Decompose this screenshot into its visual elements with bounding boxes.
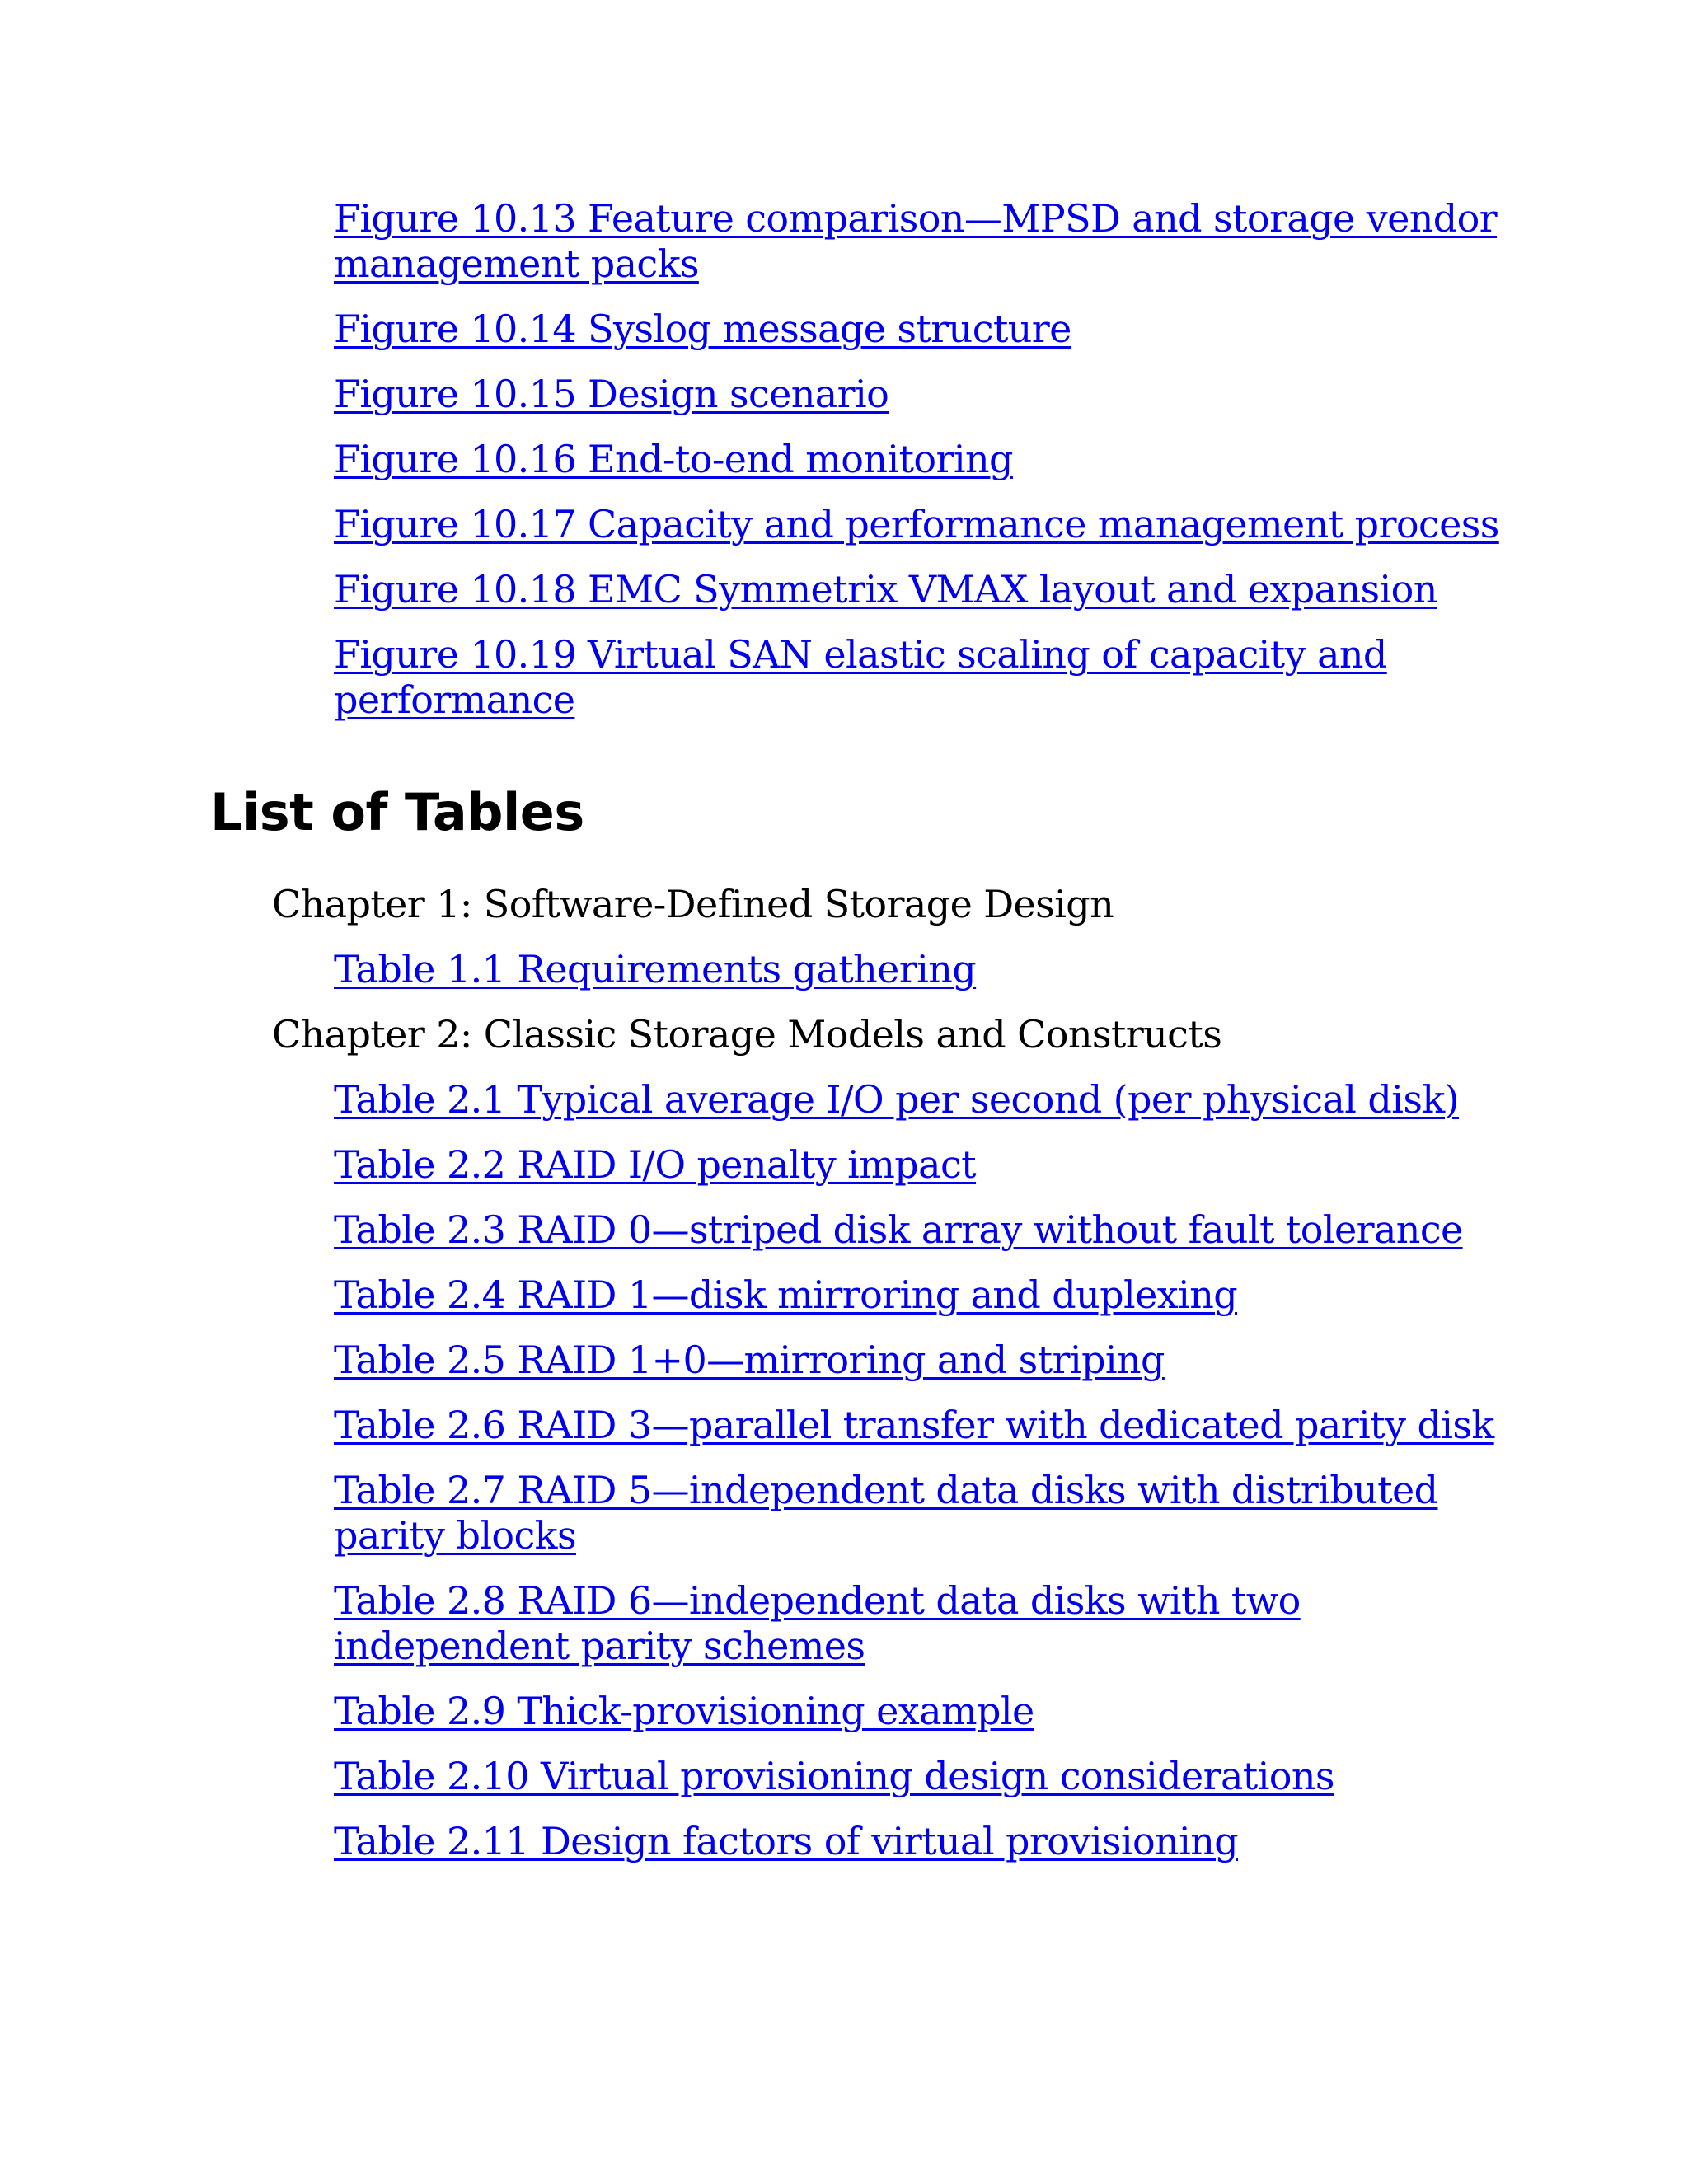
tables-block [272, 882, 1508, 1884]
chapter-1-label: Chapter 1: Software-Defined Storage Design [272, 882, 1114, 926]
table-link-2-7[interactable]: Table 2.7 RAID 5—independent data disks with distributed parity blocks [334, 1468, 1438, 1558]
table-link-2-6[interactable]: Table 2.6 RAID 3—parallel transfer with dedicated parity disk [334, 1403, 1494, 1447]
list-of-tables-heading: List of Tables [210, 782, 584, 842]
table-link-1-1[interactable]: Table 1.1 Requirements gathering [334, 947, 977, 991]
figure-link-10-16[interactable]: Figure 10.16 End-to-end monitoring [334, 437, 1013, 481]
figure-list [334, 196, 1504, 743]
table-link-2-10[interactable]: Table 2.10 Virtual provisioning design considerations [334, 1754, 1334, 1798]
chapter-1-table-list [334, 947, 1508, 992]
figure-link-10-13[interactable]: Figure 10.13 Feature comparison—MPSD and storage vendor management packs [334, 196, 1498, 286]
table-link-2-11[interactable]: Table 2.11 Design factors of virtual provisioning [334, 1819, 1239, 1863]
figure-link-10-15[interactable]: Figure 10.15 Design scenario [334, 372, 889, 416]
chapter-2-label: Chapter 2: Classic Storage Models and Constructs [272, 1012, 1222, 1057]
table-link-2-4[interactable]: Table 2.4 RAID 1—disk mirroring and duplexing [334, 1272, 1238, 1317]
figure-link-10-19[interactable]: Figure 10.19 Virtual SAN elastic scaling of capacity and performance [334, 632, 1387, 722]
table-link-2-8[interactable]: Table 2.8 RAID 6—independent data disks with two independent parity schemes [334, 1578, 1301, 1668]
figure-link-10-14[interactable]: Figure 10.14 Syslog message structure [334, 307, 1071, 351]
table-link-2-1[interactable]: Table 2.1 Typical average I/O per second (per physical disk) [334, 1077, 1459, 1122]
table-link-2-9[interactable]: Table 2.9 Thick-provisioning example [334, 1689, 1034, 1733]
chapter-2-table-list [334, 1077, 1508, 1864]
table-link-2-5[interactable]: Table 2.5 RAID 1+0—mirroring and striping [334, 1338, 1165, 1382]
table-link-2-2[interactable]: Table 2.2 RAID I/O penalty impact [334, 1142, 977, 1187]
figure-link-10-17[interactable]: Figure 10.17 Capacity and performance management process [334, 502, 1499, 546]
table-link-2-3[interactable]: Table 2.3 RAID 0—striped disk array without fault tolerance [334, 1207, 1463, 1252]
figure-link-10-18[interactable]: Figure 10.18 EMC Symmetrix VMAX layout and expansion [334, 567, 1437, 612]
